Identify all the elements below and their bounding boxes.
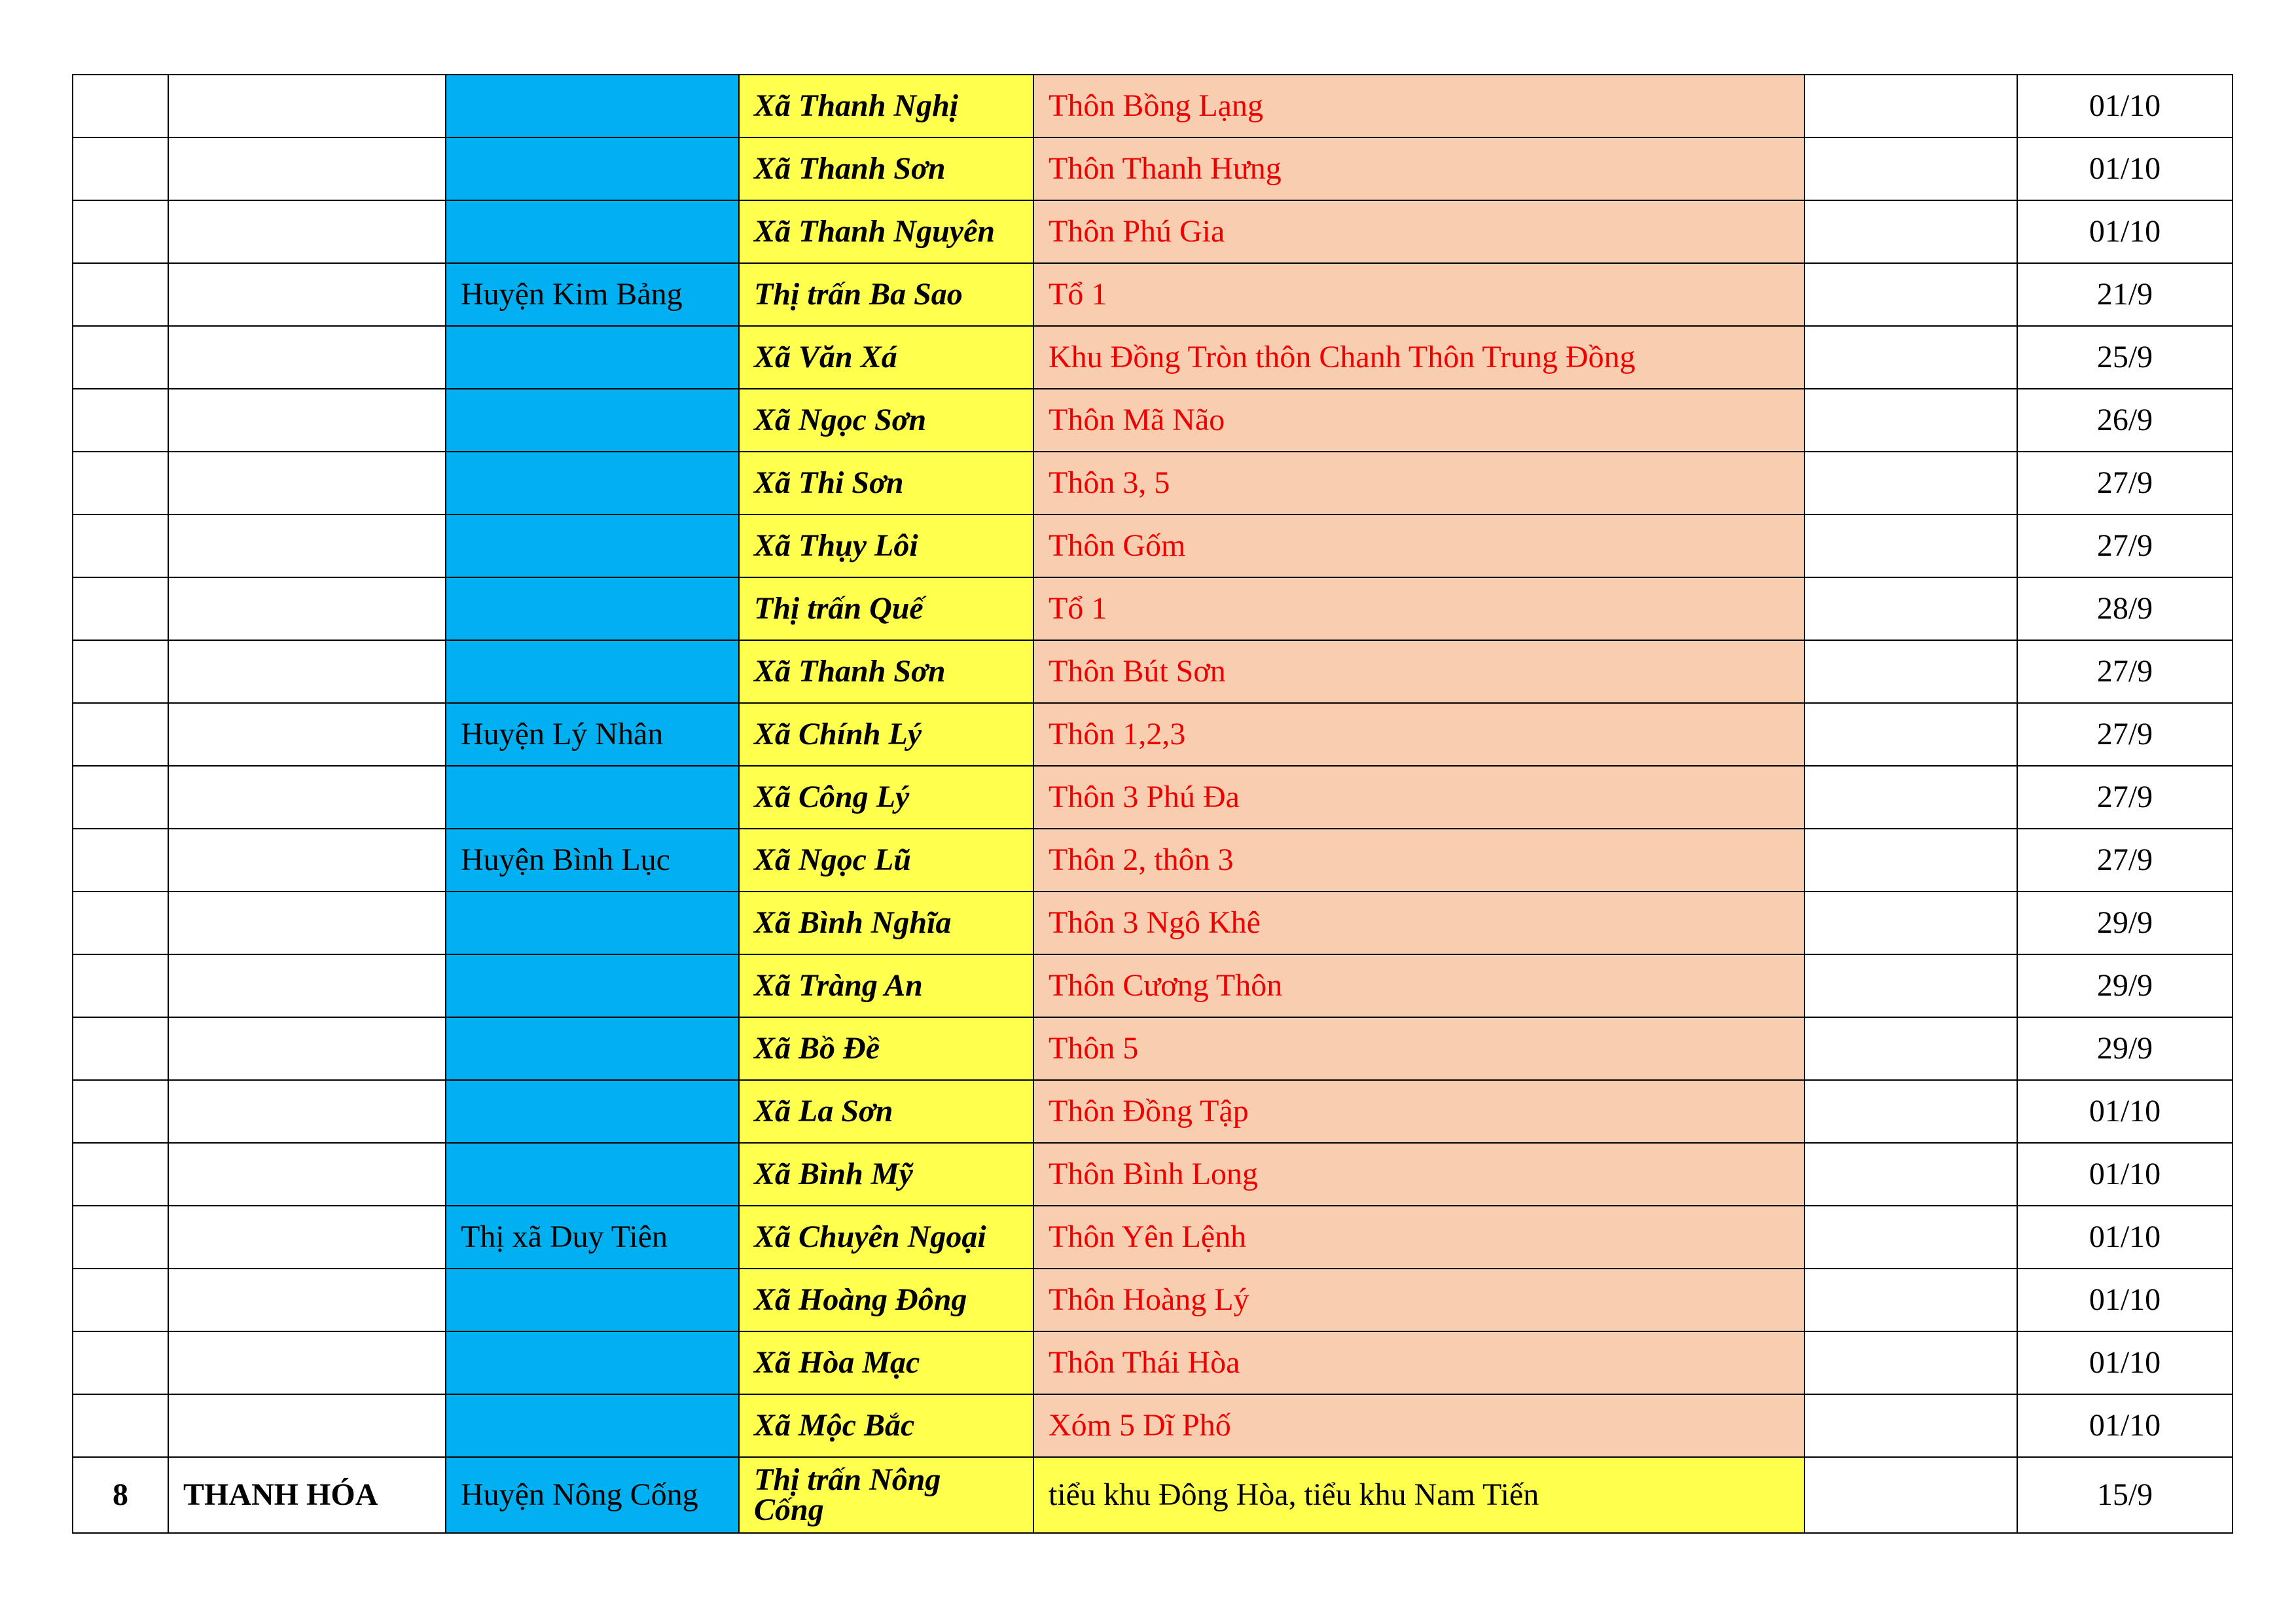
- note-cell: [1804, 514, 2017, 577]
- area-cell: tiểu khu Đông Hòa, tiểu khu Nam Tiến: [1033, 1457, 1804, 1533]
- note-cell: [1804, 1143, 2017, 1206]
- table-row: [73, 1394, 2233, 1457]
- note-cell: [1804, 200, 2017, 263]
- note-cell: [1804, 137, 2017, 200]
- date-cell: 01/10: [2017, 1143, 2233, 1206]
- table-row: [73, 1206, 2233, 1269]
- note-cell: [1804, 1080, 2017, 1143]
- district-cell: [446, 892, 739, 954]
- date-cell: 01/10: [2017, 1394, 2233, 1457]
- stt-cell: [73, 1331, 168, 1394]
- area-cell: Xóm 5 Dĩ Phố: [1033, 1394, 1804, 1457]
- province-cell: [168, 75, 446, 137]
- stt-cell: [73, 75, 168, 137]
- table-row: [73, 75, 2233, 137]
- table-row: [73, 1143, 2233, 1206]
- province-cell: [168, 389, 446, 452]
- note-cell: [1804, 954, 2017, 1017]
- district-cell: [446, 389, 739, 452]
- note-cell: [1804, 1206, 2017, 1269]
- commune-cell: Xã Thanh Nguyên: [739, 200, 1033, 263]
- date-cell: 28/9: [2017, 577, 2233, 640]
- commune-cell: Xã Chính Lý: [739, 703, 1033, 766]
- commune-cell: Xã Ngọc Lũ: [739, 829, 1033, 892]
- note-cell: [1804, 640, 2017, 703]
- table-row: [73, 892, 2233, 954]
- table-body: [73, 75, 2233, 1533]
- area-cell: Thôn Cương Thôn: [1033, 954, 1804, 1017]
- date-cell: 01/10: [2017, 1269, 2233, 1331]
- commune-cell: Xã Hòa Mạc: [739, 1331, 1033, 1394]
- stt-cell: [73, 452, 168, 514]
- table-row: [73, 1331, 2233, 1394]
- table-row: [73, 137, 2233, 200]
- district-cell: Huyện Nông Cống: [446, 1457, 739, 1533]
- commune-cell: Xã Văn Xá: [739, 326, 1033, 389]
- date-cell: 01/10: [2017, 1080, 2233, 1143]
- note-cell: [1804, 75, 2017, 137]
- province-cell: [168, 954, 446, 1017]
- stt-cell: [73, 1394, 168, 1457]
- note-cell: [1804, 1457, 2017, 1533]
- area-cell: Thôn Hoàng Lý: [1033, 1269, 1804, 1331]
- district-cell: [446, 452, 739, 514]
- area-cell: Thôn 3 Phú Đa: [1033, 766, 1804, 829]
- note-cell: [1804, 389, 2017, 452]
- commune-cell: Xã Thanh Nghị: [739, 75, 1033, 137]
- district-cell: [446, 954, 739, 1017]
- table-row: [73, 1080, 2233, 1143]
- stt-cell: [73, 1017, 168, 1080]
- stt-cell: [73, 1080, 168, 1143]
- date-cell: 01/10: [2017, 1331, 2233, 1394]
- stt-cell: [73, 263, 168, 326]
- district-cell: [446, 766, 739, 829]
- date-cell: 27/9: [2017, 703, 2233, 766]
- commune-cell: Xã Tràng An: [739, 954, 1033, 1017]
- province-cell: [168, 326, 446, 389]
- area-cell: Thôn Phú Gia: [1033, 200, 1804, 263]
- note-cell: [1804, 1269, 2017, 1331]
- stt-cell: [73, 326, 168, 389]
- area-cell: Thôn Gốm: [1033, 514, 1804, 577]
- province-cell: [168, 892, 446, 954]
- stt-cell: [73, 137, 168, 200]
- commune-cell: Thị trấn Nông Cống: [739, 1457, 1033, 1533]
- province-cell: [168, 1017, 446, 1080]
- area-cell: Thôn 5: [1033, 1017, 1804, 1080]
- stt-cell: [73, 703, 168, 766]
- note-cell: [1804, 1394, 2017, 1457]
- stt-cell: 8: [73, 1457, 168, 1533]
- province-cell: [168, 829, 446, 892]
- table-row: [73, 1017, 2233, 1080]
- note-cell: [1804, 703, 2017, 766]
- date-cell: 27/9: [2017, 766, 2233, 829]
- province-cell: [168, 1394, 446, 1457]
- district-cell: Huyện Lý Nhân: [446, 703, 739, 766]
- date-cell: 27/9: [2017, 514, 2233, 577]
- commune-cell: Xã Bình Nghĩa: [739, 892, 1033, 954]
- table-row: [73, 200, 2233, 263]
- province-cell: [168, 1331, 446, 1394]
- commune-cell: Xã Ngọc Sơn: [739, 389, 1033, 452]
- note-cell: [1804, 892, 2017, 954]
- district-cell: [446, 1394, 739, 1457]
- table-row: [73, 766, 2233, 829]
- district-cell: [446, 326, 739, 389]
- stt-cell: [73, 1143, 168, 1206]
- commune-cell: Xã Chuyên Ngoại: [739, 1206, 1033, 1269]
- date-cell: 15/9: [2017, 1457, 2233, 1533]
- table-row: [73, 389, 2233, 452]
- commune-cell: Xã Mộc Bắc: [739, 1394, 1033, 1457]
- stt-cell: [73, 954, 168, 1017]
- province-cell: [168, 1080, 446, 1143]
- date-cell: 29/9: [2017, 892, 2233, 954]
- province-cell: [168, 514, 446, 577]
- area-cell: Thôn Bình Long: [1033, 1143, 1804, 1206]
- date-cell: 29/9: [2017, 954, 2233, 1017]
- stt-cell: [73, 514, 168, 577]
- stt-cell: [73, 1269, 168, 1331]
- stt-cell: [73, 1206, 168, 1269]
- area-cell: Tổ 1: [1033, 263, 1804, 326]
- commune-cell: Thị trấn Ba Sao: [739, 263, 1033, 326]
- province-cell: [168, 640, 446, 703]
- area-cell: Thôn Thái Hòa: [1033, 1331, 1804, 1394]
- area-cell: Thôn Bồng Lạng: [1033, 75, 1804, 137]
- area-cell: Thôn Thanh Hưng: [1033, 137, 1804, 200]
- area-cell: Thôn Đồng Tập: [1033, 1080, 1804, 1143]
- date-cell: 25/9: [2017, 326, 2233, 389]
- table-row: [73, 703, 2233, 766]
- province-cell: [168, 1269, 446, 1331]
- stt-cell: [73, 577, 168, 640]
- province-cell: [168, 452, 446, 514]
- date-cell: 21/9: [2017, 263, 2233, 326]
- note-cell: [1804, 829, 2017, 892]
- area-cell: Thôn Mã Não: [1033, 389, 1804, 452]
- note-cell: [1804, 766, 2017, 829]
- date-cell: 27/9: [2017, 829, 2233, 892]
- district-cell: [446, 640, 739, 703]
- stt-cell: [73, 766, 168, 829]
- date-cell: 01/10: [2017, 200, 2233, 263]
- area-cell: Khu Đồng Tròn thôn Chanh Thôn Trung Đồng: [1033, 326, 1804, 389]
- date-cell: 01/10: [2017, 75, 2233, 137]
- province-cell: [168, 1143, 446, 1206]
- province-cell: [168, 766, 446, 829]
- district-cell: [446, 1017, 739, 1080]
- commune-cell: Xã Thanh Sơn: [739, 640, 1033, 703]
- area-cell: Thôn Yên Lệnh: [1033, 1206, 1804, 1269]
- commune-cell: Xã Thi Sơn: [739, 452, 1033, 514]
- date-cell: 29/9: [2017, 1017, 2233, 1080]
- district-cell: [446, 1080, 739, 1143]
- note-cell: [1804, 326, 2017, 389]
- table-row: [73, 1269, 2233, 1331]
- date-cell: 01/10: [2017, 137, 2233, 200]
- district-cell: [446, 1143, 739, 1206]
- stt-cell: [73, 892, 168, 954]
- commune-cell: Thị trấn Quế: [739, 577, 1033, 640]
- table-row: [73, 577, 2233, 640]
- note-cell: [1804, 1017, 2017, 1080]
- area-cell: Tổ 1: [1033, 577, 1804, 640]
- stt-cell: [73, 389, 168, 452]
- commune-cell: Xã Hoàng Đông: [739, 1269, 1033, 1331]
- table-row: [73, 263, 2233, 326]
- province-cell: [168, 200, 446, 263]
- table-row: [73, 640, 2233, 703]
- commune-cell: Xã Thanh Sơn: [739, 137, 1033, 200]
- district-cell: [446, 200, 739, 263]
- district-cell: [446, 1269, 739, 1331]
- district-cell: [446, 514, 739, 577]
- date-cell: 27/9: [2017, 640, 2233, 703]
- district-cell: Huyện Bình Lục: [446, 829, 739, 892]
- note-cell: [1804, 1331, 2017, 1394]
- district-cell: [446, 137, 739, 200]
- commune-cell: Xã Công Lý: [739, 766, 1033, 829]
- province-cell: THANH HÓA: [168, 1457, 446, 1533]
- commune-cell: Xã La Sơn: [739, 1080, 1033, 1143]
- note-cell: [1804, 577, 2017, 640]
- province-cell: [168, 1206, 446, 1269]
- date-cell: 26/9: [2017, 389, 2233, 452]
- table-row: [73, 326, 2233, 389]
- area-cell: Thôn 2, thôn 3: [1033, 829, 1804, 892]
- table-row: [73, 1457, 2233, 1533]
- area-cell: Thôn Bút Sơn: [1033, 640, 1804, 703]
- district-cell: Huyện Kim Bảng: [446, 263, 739, 326]
- area-cell: Thôn 1,2,3: [1033, 703, 1804, 766]
- note-cell: [1804, 263, 2017, 326]
- commune-cell: Xã Thụy Lôi: [739, 514, 1033, 577]
- table-row: [73, 954, 2233, 1017]
- area-cell: Thôn 3, 5: [1033, 452, 1804, 514]
- area-cell: Thôn 3 Ngô Khê: [1033, 892, 1804, 954]
- stt-cell: [73, 200, 168, 263]
- province-cell: [168, 137, 446, 200]
- stt-cell: [73, 640, 168, 703]
- table-row: [73, 452, 2233, 514]
- district-cell: [446, 1331, 739, 1394]
- district-cell: Thị xã Duy Tiên: [446, 1206, 739, 1269]
- date-cell: 01/10: [2017, 1206, 2233, 1269]
- table-row: [73, 829, 2233, 892]
- locality-table: [72, 74, 2233, 1534]
- commune-cell: Xã Bình Mỹ: [739, 1143, 1033, 1206]
- table-row: [73, 514, 2233, 577]
- district-cell: [446, 75, 739, 137]
- commune-cell: Xã Bồ Đề: [739, 1017, 1033, 1080]
- province-cell: [168, 263, 446, 326]
- date-cell: 27/9: [2017, 452, 2233, 514]
- province-cell: [168, 577, 446, 640]
- province-cell: [168, 703, 446, 766]
- note-cell: [1804, 452, 2017, 514]
- stt-cell: [73, 829, 168, 892]
- district-cell: [446, 577, 739, 640]
